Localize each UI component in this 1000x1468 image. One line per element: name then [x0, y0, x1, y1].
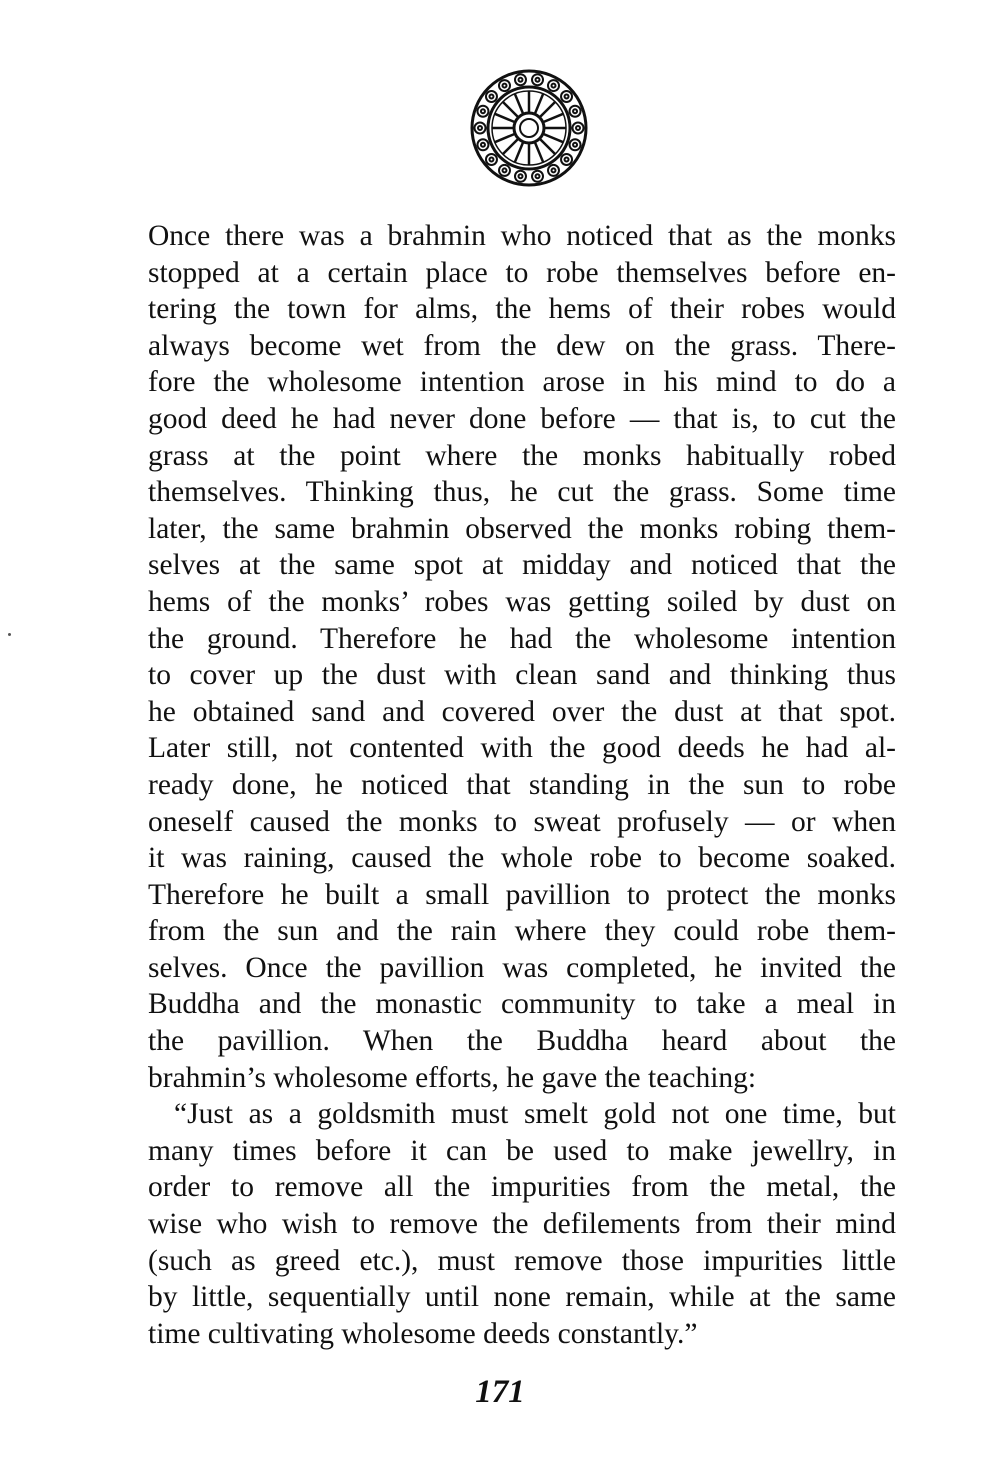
text-line: time cultivating wholesome deeds constantly.”	[148, 1317, 698, 1350]
text-line: fore the wholesome intention arose in his mind to do a	[148, 366, 896, 399]
text-line: “Just as a goldsmith must smelt gold not one time, but	[174, 1098, 896, 1131]
text-line: from the sun and the rain where they could robe them-	[148, 915, 896, 948]
text-line: to cover up the dust with clean sand and thinking thus	[148, 659, 896, 692]
text-line: always become wet from the dew on the grass. There-	[148, 329, 896, 362]
text-line: grass at the point where the monks habitually robed	[148, 439, 896, 472]
text-line: wise who wish to remove the defilements from their mind	[148, 1208, 896, 1241]
text-line: oneself caused the monks to sweat profusely — or when	[148, 805, 896, 838]
text-line: hems of the monks’ robes was getting soiled by dust on	[148, 585, 896, 618]
text-line: Therefore he built a small pavillion to protect the monks	[148, 878, 896, 911]
text-line: the ground. Therefore he had the wholesome intention	[148, 622, 896, 655]
text-line: good deed he had never done before — that is, to cut the	[148, 402, 896, 435]
text-line: later, the same brahmin observed the monks robing them-	[148, 512, 896, 545]
text-line: stopped at a certain place to robe themselves before en-	[148, 256, 896, 289]
page-number: 171	[475, 1374, 525, 1410]
text-line: many times before it can be used to make jewellry, in	[148, 1134, 896, 1167]
text-line: brahmin’s wholesome efforts, he gave the teaching:	[148, 1061, 757, 1094]
text-line: themselves. Thinking thus, he cut the grass. Some time	[148, 476, 896, 509]
scan-speck	[8, 633, 11, 636]
text-line: Buddha and the monastic community to take a meal in	[148, 988, 896, 1021]
text-line: it was raining, caused the whole robe to become soaked.	[148, 842, 896, 875]
text-line: tering the town for alms, the hems of their robes would	[148, 293, 896, 326]
text-line: order to remove all the impurities from the metal, the	[148, 1171, 896, 1204]
paragraph	[148, 218, 896, 1096]
text-line: selves. Once the pavillion was completed, he invited the	[148, 951, 896, 984]
text-line: the pavillion. When the Buddha heard about the	[148, 1025, 896, 1058]
text-line: selves at the same spot at midday and noticed that the	[148, 549, 896, 582]
dharma-wheel-emblem	[469, 68, 589, 188]
text-line: ready done, he noticed that standing in the sun to robe	[148, 768, 896, 801]
body-text	[148, 218, 896, 1352]
text-line: he obtained sand and covered over the dust at that spot.	[148, 695, 896, 728]
text-line: by little, sequentially until none remain, while at the same	[148, 1281, 896, 1314]
text-line: (such as greed etc.), must remove those impurities little	[148, 1244, 896, 1277]
paragraph	[148, 1096, 896, 1352]
dharma-wheel-icon	[469, 68, 589, 188]
text-line: Once there was a brahmin who noticed that as the monks	[148, 220, 896, 252]
text-line: Later still, not contented with the good deeds he had al-	[148, 732, 896, 765]
